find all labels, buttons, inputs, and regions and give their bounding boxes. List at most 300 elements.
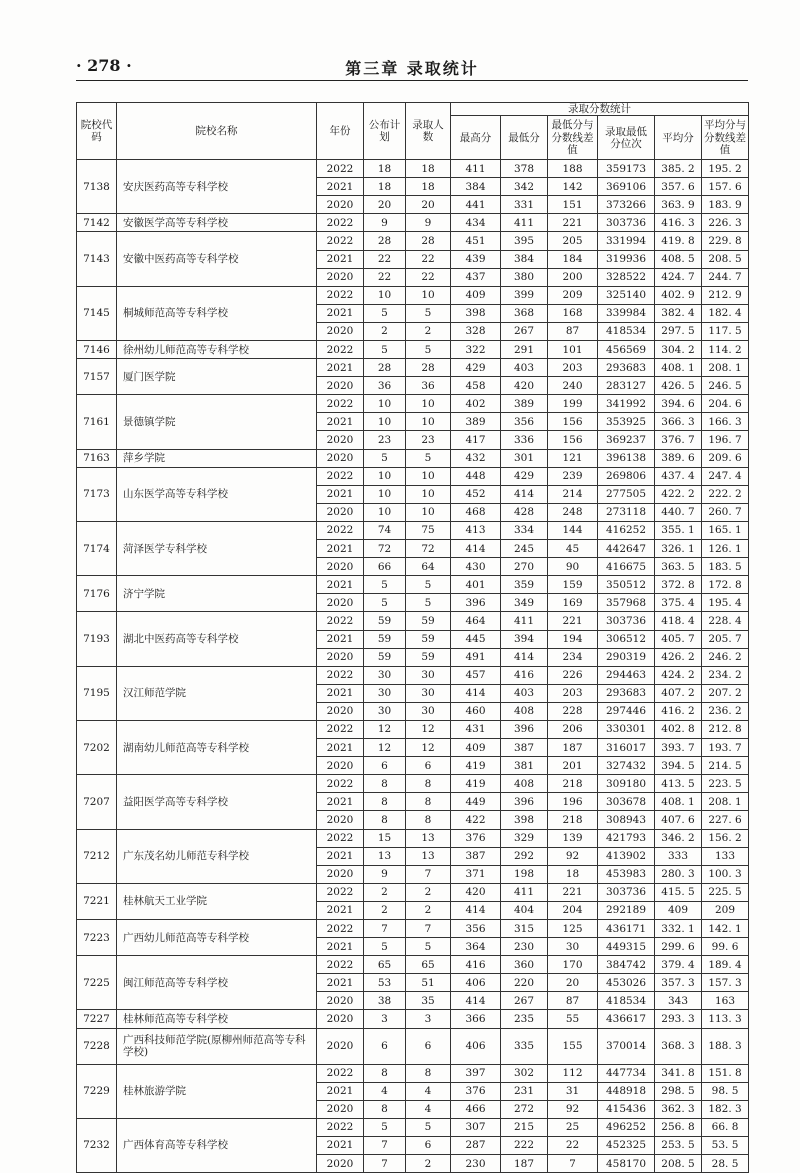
cell-plan: 22 <box>364 268 406 286</box>
table-row <box>77 395 749 413</box>
cell-plan: 30 <box>364 702 406 720</box>
cell-min-rank: 448918 <box>598 1082 655 1100</box>
cell-year: 2022 <box>317 775 364 793</box>
cell-admitted: 10 <box>406 467 451 485</box>
cell-min: 272 <box>501 1100 548 1118</box>
cell-year: 2020 <box>317 449 364 467</box>
cell-avg: 379. 4 <box>655 956 702 974</box>
cell-max: 419 <box>451 775 501 793</box>
cell-min-diff: 125 <box>548 920 598 938</box>
cell-min: 270 <box>501 558 548 576</box>
cell-admitted: 10 <box>406 413 451 431</box>
cell-avg-diff: 226. 3 <box>702 214 749 232</box>
cell-plan: 12 <box>364 739 406 757</box>
cell-plan: 3 <box>364 1010 406 1028</box>
cell-max: 307 <box>451 1118 501 1136</box>
cell-min-diff: 226 <box>548 666 598 684</box>
cell-avg: 422. 2 <box>655 485 702 503</box>
cell-avg-diff: 205. 7 <box>702 630 749 648</box>
cell-min-rank: 273118 <box>598 503 655 521</box>
school-code: 7161 <box>77 395 117 449</box>
cell-avg-diff: 225. 5 <box>702 883 749 901</box>
school-code: 7202 <box>77 720 117 774</box>
cell-max: 449 <box>451 793 501 811</box>
cell-max: 356 <box>451 920 501 938</box>
cell-avg-diff: 196. 7 <box>702 431 749 449</box>
cell-min: 245 <box>501 540 548 558</box>
cell-min: 394 <box>501 630 548 648</box>
cell-year: 2020 <box>317 1010 364 1028</box>
school-code: 7227 <box>77 1010 117 1028</box>
table-row <box>77 521 749 539</box>
cell-min-diff: 101 <box>548 341 598 359</box>
table-row <box>77 775 749 793</box>
cell-plan: 65 <box>364 956 406 974</box>
school-name: 景德镇学院 <box>117 395 317 449</box>
table-row <box>77 920 749 938</box>
cell-plan: 72 <box>364 540 406 558</box>
header-avg-diff: 平均分与分数线差值 <box>702 116 749 160</box>
cell-avg: 357. 3 <box>655 974 702 992</box>
cell-year: 2020 <box>317 196 364 214</box>
cell-avg-diff: 183. 5 <box>702 558 749 576</box>
cell-year: 2022 <box>317 467 364 485</box>
cell-max: 431 <box>451 720 501 738</box>
cell-plan: 36 <box>364 377 406 395</box>
cell-admitted: 59 <box>406 612 451 630</box>
admission-table <box>76 102 749 1173</box>
table-row <box>77 666 749 684</box>
cell-plan: 7 <box>364 920 406 938</box>
cell-year: 2021 <box>317 938 364 956</box>
cell-min-rank: 418534 <box>598 992 655 1010</box>
cell-avg-diff: 246. 2 <box>702 648 749 666</box>
cell-min: 378 <box>501 160 548 178</box>
cell-plan: 2 <box>364 883 406 901</box>
cell-avg: 424. 2 <box>655 666 702 684</box>
cell-admitted: 36 <box>406 377 451 395</box>
cell-avg: 408. 5 <box>655 250 702 268</box>
cell-min-diff: 234 <box>548 648 598 666</box>
cell-avg: 389. 6 <box>655 449 702 467</box>
cell-avg: 333 <box>655 847 702 865</box>
cell-max: 420 <box>451 883 501 901</box>
cell-min-rank: 436617 <box>598 1010 655 1028</box>
cell-min-diff: 201 <box>548 757 598 775</box>
cell-min-rank: 341992 <box>598 395 655 413</box>
cell-max: 437 <box>451 268 501 286</box>
cell-min-rank: 330301 <box>598 720 655 738</box>
cell-admitted: 64 <box>406 558 451 576</box>
cell-avg: 393. 7 <box>655 739 702 757</box>
cell-admitted: 10 <box>406 286 451 304</box>
cell-year: 2021 <box>317 485 364 503</box>
cell-admitted: 7 <box>406 920 451 938</box>
cell-avg: 402. 8 <box>655 720 702 738</box>
school-name: 桂林旅游学院 <box>117 1064 317 1118</box>
cell-year: 2020 <box>317 377 364 395</box>
cell-min-diff: 55 <box>548 1010 598 1028</box>
table-row <box>77 449 749 467</box>
school-code: 7143 <box>77 232 117 286</box>
cell-avg-diff: 98. 5 <box>702 1082 749 1100</box>
cell-year: 2020 <box>317 503 364 521</box>
cell-avg: 363. 9 <box>655 196 702 214</box>
cell-avg-diff: 157. 3 <box>702 974 749 992</box>
cell-avg: 208. 5 <box>655 1155 702 1173</box>
cell-max: 414 <box>451 540 501 558</box>
cell-plan: 28 <box>364 359 406 377</box>
cell-min-diff: 155 <box>548 1028 598 1064</box>
cell-plan: 2 <box>364 901 406 919</box>
school-name: 汉江师范学院 <box>117 666 317 720</box>
cell-min-diff: 184 <box>548 250 598 268</box>
cell-avg-diff: 212. 8 <box>702 720 749 738</box>
cell-avg-diff: 208. 1 <box>702 359 749 377</box>
cell-admitted: 3 <box>406 1010 451 1028</box>
cell-admitted: 4 <box>406 1082 451 1100</box>
header-min-diff: 最低分与分数线差值 <box>548 116 598 160</box>
cell-year: 2021 <box>317 793 364 811</box>
cell-min-rank: 339984 <box>598 304 655 322</box>
table-body <box>77 160 749 1173</box>
cell-max: 466 <box>451 1100 501 1118</box>
cell-avg-diff: 223. 5 <box>702 775 749 793</box>
school-name: 安徽医学高等专科学校 <box>117 214 317 232</box>
cell-min: 428 <box>501 503 548 521</box>
cell-min-diff: 218 <box>548 811 598 829</box>
cell-min-diff: 139 <box>548 829 598 847</box>
cell-avg-diff: 183. 9 <box>702 196 749 214</box>
cell-max: 376 <box>451 829 501 847</box>
cell-avg: 299. 6 <box>655 938 702 956</box>
cell-admitted: 10 <box>406 503 451 521</box>
cell-min-rank: 373266 <box>598 196 655 214</box>
school-name: 湖南幼儿师范高等专科学校 <box>117 720 317 774</box>
cell-min-diff: 90 <box>548 558 598 576</box>
cell-max: 441 <box>451 196 501 214</box>
school-name: 益阳医学高等专科学校 <box>117 775 317 829</box>
table-row <box>77 883 749 901</box>
cell-min: 414 <box>501 485 548 503</box>
cell-year: 2020 <box>317 268 364 286</box>
cell-avg: 280. 3 <box>655 865 702 883</box>
cell-avg-diff: 126. 1 <box>702 540 749 558</box>
table-row <box>77 612 749 630</box>
cell-admitted: 6 <box>406 1028 451 1064</box>
table-row <box>77 214 749 232</box>
cell-avg-diff: 207. 2 <box>702 684 749 702</box>
cell-avg-diff: 163 <box>702 992 749 1010</box>
cell-avg-diff: 214. 5 <box>702 757 749 775</box>
cell-avg-diff: 151. 8 <box>702 1064 749 1082</box>
cell-admitted: 5 <box>406 1118 451 1136</box>
cell-year: 2022 <box>317 286 364 304</box>
cell-max: 414 <box>451 992 501 1010</box>
cell-plan: 5 <box>364 304 406 322</box>
cell-avg: 402. 9 <box>655 286 702 304</box>
table-row <box>77 286 749 304</box>
cell-min-diff: 31 <box>548 1082 598 1100</box>
cell-plan: 6 <box>364 757 406 775</box>
cell-max: 387 <box>451 847 501 865</box>
cell-year: 2021 <box>317 847 364 865</box>
table-row <box>77 341 749 359</box>
cell-min-diff: 240 <box>548 377 598 395</box>
cell-max: 371 <box>451 865 501 883</box>
cell-min-diff: 151 <box>548 196 598 214</box>
cell-avg-diff: 208. 1 <box>702 793 749 811</box>
cell-year: 2020 <box>317 1028 364 1064</box>
cell-avg-diff: 113. 3 <box>702 1010 749 1028</box>
cell-min: 411 <box>501 612 548 630</box>
cell-avg: 298. 5 <box>655 1082 702 1100</box>
cell-min-diff: 30 <box>548 938 598 956</box>
cell-year: 2022 <box>317 232 364 250</box>
cell-min-diff: 121 <box>548 449 598 467</box>
cell-year: 2022 <box>317 956 364 974</box>
cell-max: 384 <box>451 178 501 196</box>
cell-max: 422 <box>451 811 501 829</box>
cell-min-rank: 421793 <box>598 829 655 847</box>
cell-admitted: 8 <box>406 775 451 793</box>
table-row <box>77 829 749 847</box>
cell-year: 2021 <box>317 1136 364 1154</box>
cell-avg-diff: 117. 5 <box>702 322 749 340</box>
cell-max: 389 <box>451 413 501 431</box>
cell-admitted: 10 <box>406 395 451 413</box>
cell-year: 2021 <box>317 250 364 268</box>
cell-max: 398 <box>451 304 501 322</box>
school-code: 7223 <box>77 920 117 956</box>
school-name: 济宁学院 <box>117 576 317 612</box>
cell-min-diff: 218 <box>548 775 598 793</box>
cell-plan: 5 <box>364 1118 406 1136</box>
cell-min-diff: 18 <box>548 865 598 883</box>
cell-avg-diff: 189. 4 <box>702 956 749 974</box>
school-name: 山东医学高等专科学校 <box>117 467 317 521</box>
cell-avg: 376. 7 <box>655 431 702 449</box>
cell-plan: 8 <box>364 775 406 793</box>
cell-year: 2021 <box>317 630 364 648</box>
cell-admitted: 2 <box>406 883 451 901</box>
cell-max: 413 <box>451 521 501 539</box>
cell-year: 2021 <box>317 178 364 196</box>
cell-admitted: 30 <box>406 702 451 720</box>
cell-min-rank: 442647 <box>598 540 655 558</box>
cell-min-rank: 416675 <box>598 558 655 576</box>
cell-avg-diff: 195. 4 <box>702 594 749 612</box>
cell-max: 429 <box>451 359 501 377</box>
cell-min-rank: 328522 <box>598 268 655 286</box>
cell-admitted: 5 <box>406 341 451 359</box>
cell-plan: 4 <box>364 1082 406 1100</box>
header-min: 最低分 <box>501 116 548 160</box>
header-min-rank: 录取最低分位次 <box>598 116 655 160</box>
cell-avg: 394. 6 <box>655 395 702 413</box>
cell-plan: 8 <box>364 1064 406 1082</box>
cell-min-rank: 447734 <box>598 1064 655 1082</box>
cell-min-diff: 142 <box>548 178 598 196</box>
cell-admitted: 8 <box>406 1064 451 1082</box>
school-code: 7142 <box>77 214 117 232</box>
cell-min-rank: 353925 <box>598 413 655 431</box>
cell-avg: 332. 1 <box>655 920 702 938</box>
cell-year: 2020 <box>317 702 364 720</box>
cell-admitted: 28 <box>406 359 451 377</box>
cell-avg: 304. 2 <box>655 341 702 359</box>
cell-admitted: 5 <box>406 594 451 612</box>
page-number: · 278 · <box>76 56 132 75</box>
cell-min-diff: 156 <box>548 413 598 431</box>
cell-year: 2022 <box>317 214 364 232</box>
cell-avg-diff: 28. 5 <box>702 1155 749 1173</box>
school-name: 广西幼儿师范高等专科学校 <box>117 920 317 956</box>
cell-min-rank: 303736 <box>598 883 655 901</box>
cell-plan: 10 <box>364 395 406 413</box>
school-code: 7173 <box>77 467 117 521</box>
cell-min: 389 <box>501 395 548 413</box>
cell-avg: 405. 7 <box>655 630 702 648</box>
table-row <box>77 1010 749 1028</box>
cell-plan: 66 <box>364 558 406 576</box>
cell-min: 395 <box>501 232 548 250</box>
cell-year: 2021 <box>317 1082 364 1100</box>
cell-admitted: 10 <box>406 485 451 503</box>
cell-min-rank: 369237 <box>598 431 655 449</box>
cell-year: 2020 <box>317 1155 364 1173</box>
cell-min-diff: 87 <box>548 992 598 1010</box>
cell-plan: 59 <box>364 648 406 666</box>
cell-min: 349 <box>501 594 548 612</box>
cell-plan: 12 <box>364 720 406 738</box>
cell-admitted: 2 <box>406 1155 451 1173</box>
cell-avg: 440. 7 <box>655 503 702 521</box>
cell-year: 2022 <box>317 341 364 359</box>
cell-min-diff: 203 <box>548 684 598 702</box>
school-code: 7195 <box>77 666 117 720</box>
cell-avg: 346. 2 <box>655 829 702 847</box>
cell-avg-diff: 193. 7 <box>702 739 749 757</box>
cell-admitted: 18 <box>406 160 451 178</box>
cell-min-rank: 269806 <box>598 467 655 485</box>
cell-plan: 2 <box>364 322 406 340</box>
cell-min-diff: 196 <box>548 793 598 811</box>
school-code: 7212 <box>77 829 117 883</box>
cell-avg-diff: 165. 1 <box>702 521 749 539</box>
cell-plan: 5 <box>364 341 406 359</box>
cell-avg-diff: 222. 2 <box>702 485 749 503</box>
cell-max: 416 <box>451 956 501 974</box>
cell-min-rank: 327432 <box>598 757 655 775</box>
cell-avg-diff: 182. 4 <box>702 304 749 322</box>
cell-max: 401 <box>451 576 501 594</box>
cell-min: 403 <box>501 684 548 702</box>
cell-avg: 253. 5 <box>655 1136 702 1154</box>
school-name: 桂林师范高等专科学校 <box>117 1010 317 1028</box>
cell-avg-diff: 188. 3 <box>702 1028 749 1064</box>
cell-year: 2021 <box>317 684 364 702</box>
cell-min-rank: 294463 <box>598 666 655 684</box>
table-row <box>77 576 749 594</box>
cell-min: 416 <box>501 666 548 684</box>
cell-plan: 10 <box>364 485 406 503</box>
cell-plan: 10 <box>364 413 406 431</box>
cell-year: 2022 <box>317 883 364 901</box>
cell-avg: 375. 4 <box>655 594 702 612</box>
cell-avg-diff: 66. 8 <box>702 1118 749 1136</box>
cell-min-rank: 306512 <box>598 630 655 648</box>
cell-min-diff: 92 <box>548 1100 598 1118</box>
cell-min: 301 <box>501 449 548 467</box>
cell-max: 322 <box>451 341 501 359</box>
cell-year: 2021 <box>317 739 364 757</box>
cell-year: 2021 <box>317 359 364 377</box>
cell-min-rank: 309180 <box>598 775 655 793</box>
cell-avg-diff: 208. 5 <box>702 250 749 268</box>
cell-min-diff: 25 <box>548 1118 598 1136</box>
cell-min-diff: 112 <box>548 1064 598 1082</box>
cell-avg: 362. 3 <box>655 1100 702 1118</box>
cell-avg-diff: 234. 2 <box>702 666 749 684</box>
cell-min-rank: 331994 <box>598 232 655 250</box>
cell-admitted: 8 <box>406 811 451 829</box>
cell-avg-diff: 260. 7 <box>702 503 749 521</box>
cell-admitted: 6 <box>406 757 451 775</box>
cell-year: 2022 <box>317 612 364 630</box>
table-row <box>77 359 749 377</box>
cell-min: 408 <box>501 775 548 793</box>
cell-min-diff: 168 <box>548 304 598 322</box>
school-name: 广西科技师范学院(原柳州师范高等专科学校) <box>117 1028 317 1064</box>
cell-min: 267 <box>501 322 548 340</box>
school-name: 安徽中医药高等专科学校 <box>117 232 317 286</box>
cell-min-diff: 221 <box>548 883 598 901</box>
cell-plan: 8 <box>364 1100 406 1118</box>
cell-min: 329 <box>501 829 548 847</box>
cell-avg: 426. 2 <box>655 648 702 666</box>
cell-plan: 10 <box>364 286 406 304</box>
header-year: 年份 <box>317 103 364 160</box>
cell-avg-diff: 166. 3 <box>702 413 749 431</box>
cell-plan: 28 <box>364 232 406 250</box>
cell-min-diff: 221 <box>548 612 598 630</box>
cell-max: 414 <box>451 901 501 919</box>
school-code: 7145 <box>77 286 117 340</box>
cell-plan: 9 <box>364 865 406 883</box>
cell-min-rank: 359173 <box>598 160 655 178</box>
cell-admitted: 65 <box>406 956 451 974</box>
cell-max: 439 <box>451 250 501 268</box>
cell-max: 287 <box>451 1136 501 1154</box>
cell-max: 445 <box>451 630 501 648</box>
cell-avg-diff: 228. 4 <box>702 612 749 630</box>
cell-max: 460 <box>451 702 501 720</box>
cell-admitted: 7 <box>406 865 451 883</box>
cell-avg-diff: 156. 2 <box>702 829 749 847</box>
cell-avg: 355. 1 <box>655 521 702 539</box>
cell-min: 334 <box>501 521 548 539</box>
cell-min: 235 <box>501 1010 548 1028</box>
cell-min-rank: 416252 <box>598 521 655 539</box>
cell-min: 396 <box>501 720 548 738</box>
cell-avg-diff: 195. 2 <box>702 160 749 178</box>
cell-max: 448 <box>451 467 501 485</box>
table-row <box>77 1118 749 1136</box>
cell-admitted: 12 <box>406 720 451 738</box>
header-avg: 平均分 <box>655 116 702 160</box>
cell-max: 417 <box>451 431 501 449</box>
